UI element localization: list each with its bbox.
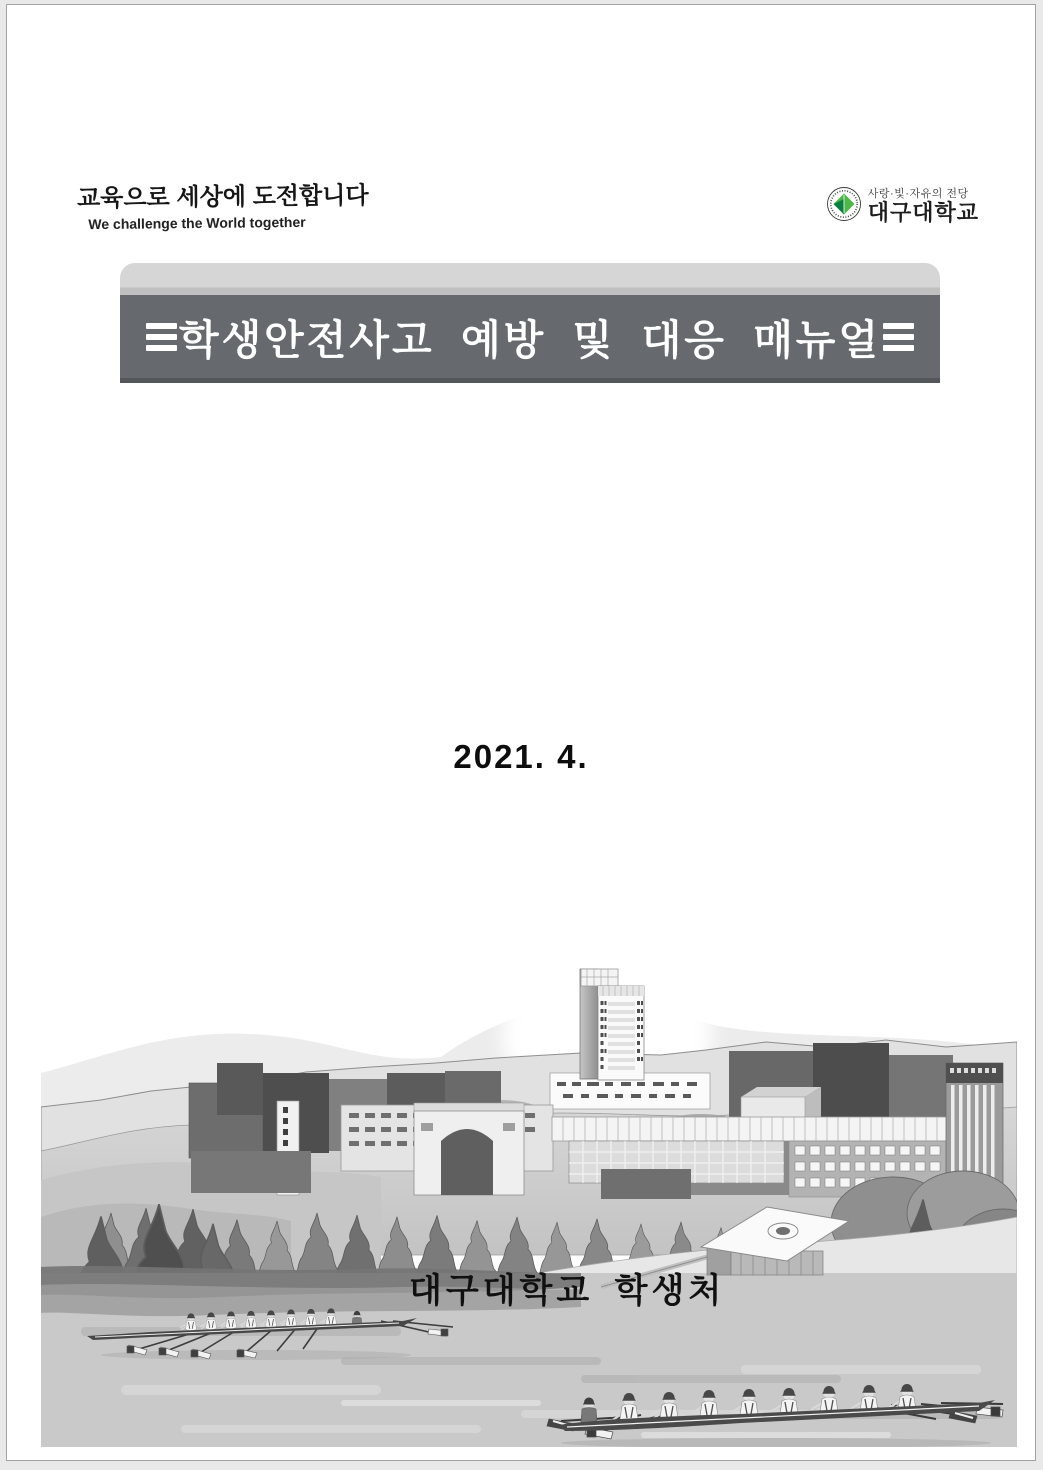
university-logo xyxy=(826,186,979,227)
menu-lines-icon xyxy=(883,323,914,351)
slogan xyxy=(76,177,369,233)
campus-illustration-wrap xyxy=(41,955,1017,1447)
cover-page xyxy=(6,4,1036,1461)
slogan-english: We challenge the World together xyxy=(88,213,306,233)
department-name: 대구대학교 학생처 xyxy=(409,1272,726,1310)
menu-lines-icon xyxy=(146,323,177,351)
campus-illustration xyxy=(41,955,1017,1447)
title-banner-body xyxy=(120,295,940,383)
logo-texts xyxy=(868,188,979,226)
logo-university-name: 대구대학교 xyxy=(867,200,979,226)
slogan-korean: 교육으로 세상에 도전합니다 xyxy=(76,182,369,213)
document-title: 학생안전사고 예방 및 대응 매뉴얼 xyxy=(178,317,882,363)
logo-tagline: 사랑·빛·자유의 전당 xyxy=(867,187,969,200)
university-emblem-icon xyxy=(826,186,862,227)
title-banner-cap xyxy=(120,263,940,295)
publication-date: 2021. 4. xyxy=(453,738,589,775)
title-banner xyxy=(120,263,940,383)
